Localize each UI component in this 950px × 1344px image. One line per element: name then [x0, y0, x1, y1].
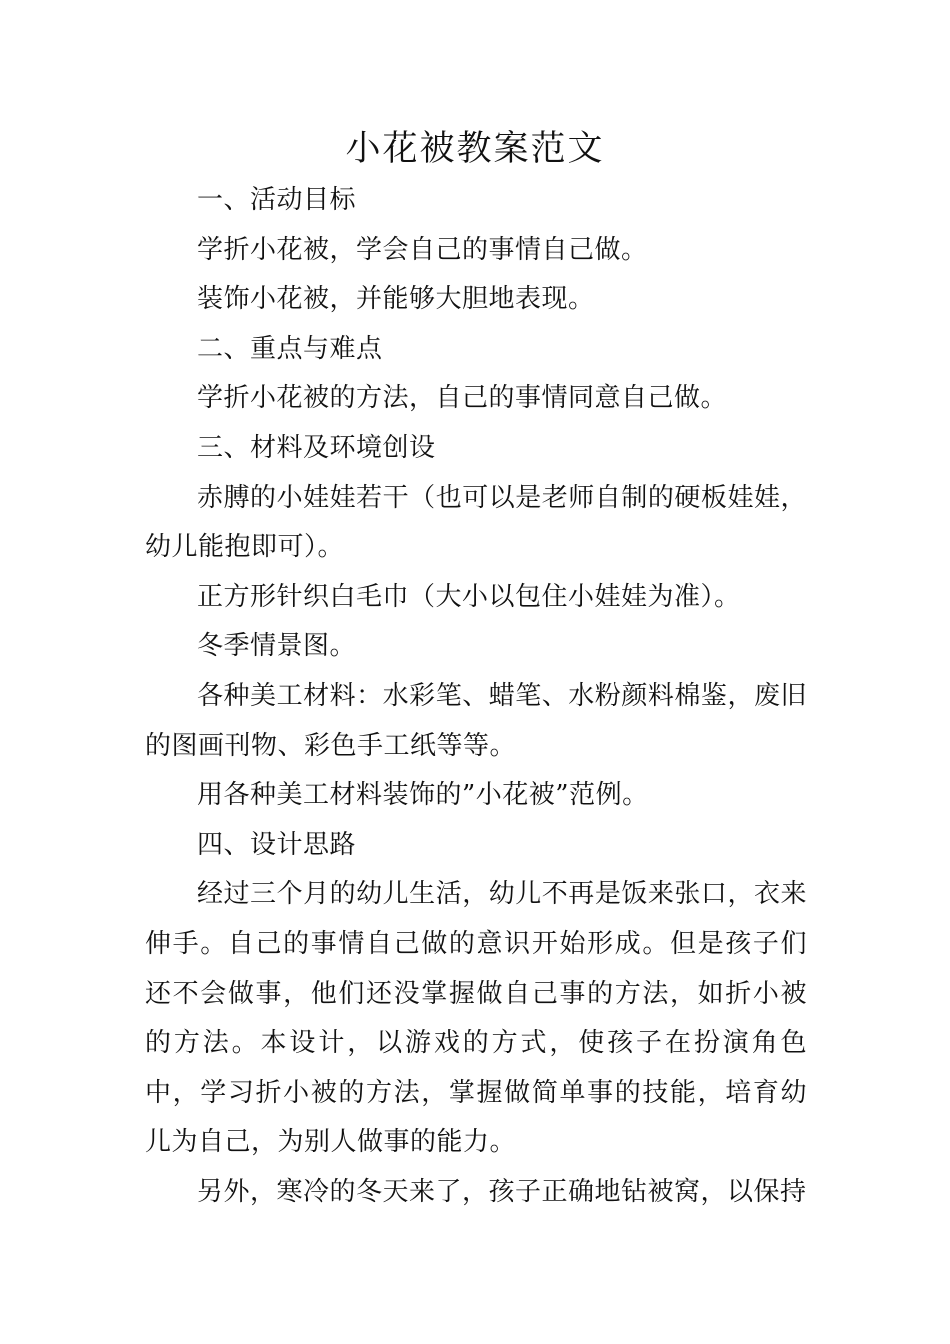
paragraph: 经过三个月的幼儿生活，幼儿不再是饭来张口，衣来伸手。自己的事情自己做的意识开始形成。但是孩子们还不会做事，他们还没掌握做自己事的方法，如折小被的方法。本设计，以游戏的方式，使孩子在扮演角色中，学习折小被的方法，掌握做简单事的技能，培育幼儿为自己，为别人做事的能力。 [145, 879, 807, 1158]
heading-activity-goals: 一、活动目标 [197, 185, 357, 215]
paragraph: 赤膊的小娃娃若干（也可以是老师自制的硬板娃娃，幼儿能抱即可）。 [145, 482, 807, 563]
paragraph: 正方形针织白毛巾（大小以包住小娃娃为准）。 [197, 581, 741, 612]
paragraph: 另外，寒冷的冬天来了，孩子正确地钻被窝，以保持 [197, 1176, 807, 1207]
paragraph: 装饰小花被，并能够大胆地表现。 [197, 284, 595, 315]
heading-design-ideas: 四、设计思路 [197, 829, 357, 860]
heading-materials: 三、材料及环境创设 [197, 432, 436, 463]
paragraph: 学折小花被，学会自己的事情自己做。 [197, 234, 648, 265]
paragraph: 各种美工材料：水彩笔、蜡笔、水粉颜料棉鉴，废旧的图画刊物、彩色手工纸等等。 [145, 680, 807, 761]
paragraph: 学折小花被的方法，自己的事情同意自己做。 [197, 383, 728, 414]
heading-key-points: 二、重点与难点 [197, 333, 383, 364]
paragraph: 冬季情景图。 [197, 631, 357, 662]
paragraph: 用各种美工材料装饰的”小花被”范例。 [197, 780, 649, 811]
document-title: 小花被教案范文 [345, 129, 605, 169]
document-body [145, 176, 807, 1217]
